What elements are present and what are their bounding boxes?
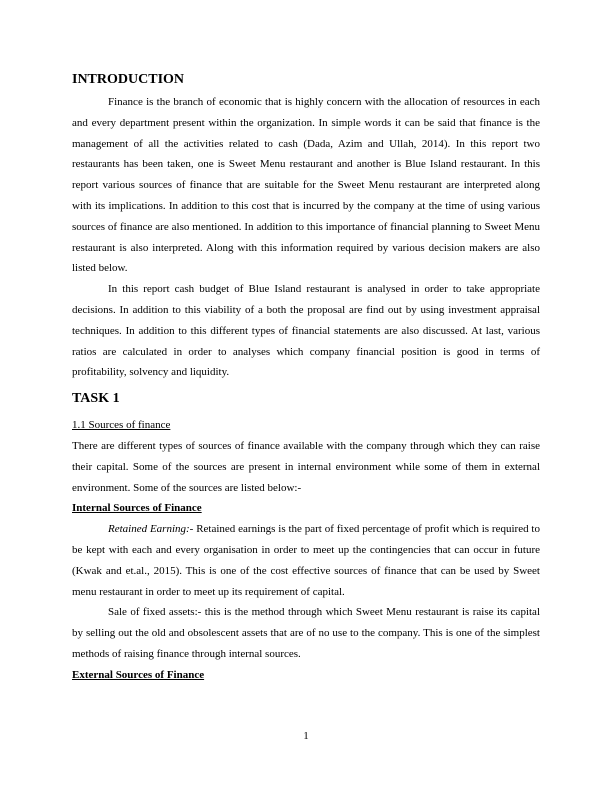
- subheading-1-1: 1.1 Sources of finance: [72, 419, 171, 432]
- fixed-assets-paragraph: Sale of fixed assets:- this is the method through which Sweet Menu restaurant is raise its capital by selling out the old and obsolescent assets that are of no use to the company. This is one of the simplest methods of raising finance through internal sources.: [72, 606, 540, 660]
- task-heading: TASK 1: [72, 391, 120, 407]
- internal-sources-heading: Internal Sources of Finance: [72, 502, 202, 515]
- retained-earning-label: Retained Earning:-: [108, 523, 194, 536]
- external-sources-heading: External Sources of Finance: [72, 668, 205, 681]
- intro-paragraph-1: Finance is the branch of economic that is highly concern with the allocation of resources in each and every department present within the organization. In simple words it can be said that finance is the management of all the activities related to cash (Dada, Azim and Ullah, 2014). In this report two restaurants has been taken, one is Sweet Menu restaurant and another is Blue Island restaurant. In this report various sources of finance that are suitable for the Sweet Menu restaurant are interpreted along with its implications. In addition to this cost that is incurred by the company at the time of using various sources of finance are also mentioned. In addition to this importance of financial planning to Sweet Menu restaurant is also interpreted. Along with this information required by various decision makers are also listed below.: [72, 96, 540, 275]
- page-content: [72, 70, 540, 686]
- intro-paragraph-2: In this report cash budget of Blue Island restaurant is analysed in order to take appropriate decisions. In addition to this viability of a both the proposal are find out by using investment appraisal techniques. In addition to this different types of financial statements are also discussed. At last, various ratios are calculated in order to analyses which company financial position is good in terms of profitability, solvency and liquidity.: [72, 283, 540, 379]
- retained-earning-text: Retained earnings is the part of fixed percentage of profit which is required to be kept with each and every organisation in order to meet up the contingencies that can occur in future (Kwak and et.al., 2015). This is one of the cost effective sources of finance that can be used by Sweet menu restaurant in order to meet up its requirement of capital.: [72, 523, 540, 598]
- retained-earning-paragraph: [72, 519, 540, 602]
- page-number: 1: [303, 730, 309, 742]
- intro-heading: INTRODUCTION: [72, 72, 185, 87]
- sources-paragraph: There are different types of sources of finance available with the company through which they can raise their capital. Some of the sources are present in internal environment while some of them in external environment. Some of the sources are listed below:-: [72, 439, 540, 494]
